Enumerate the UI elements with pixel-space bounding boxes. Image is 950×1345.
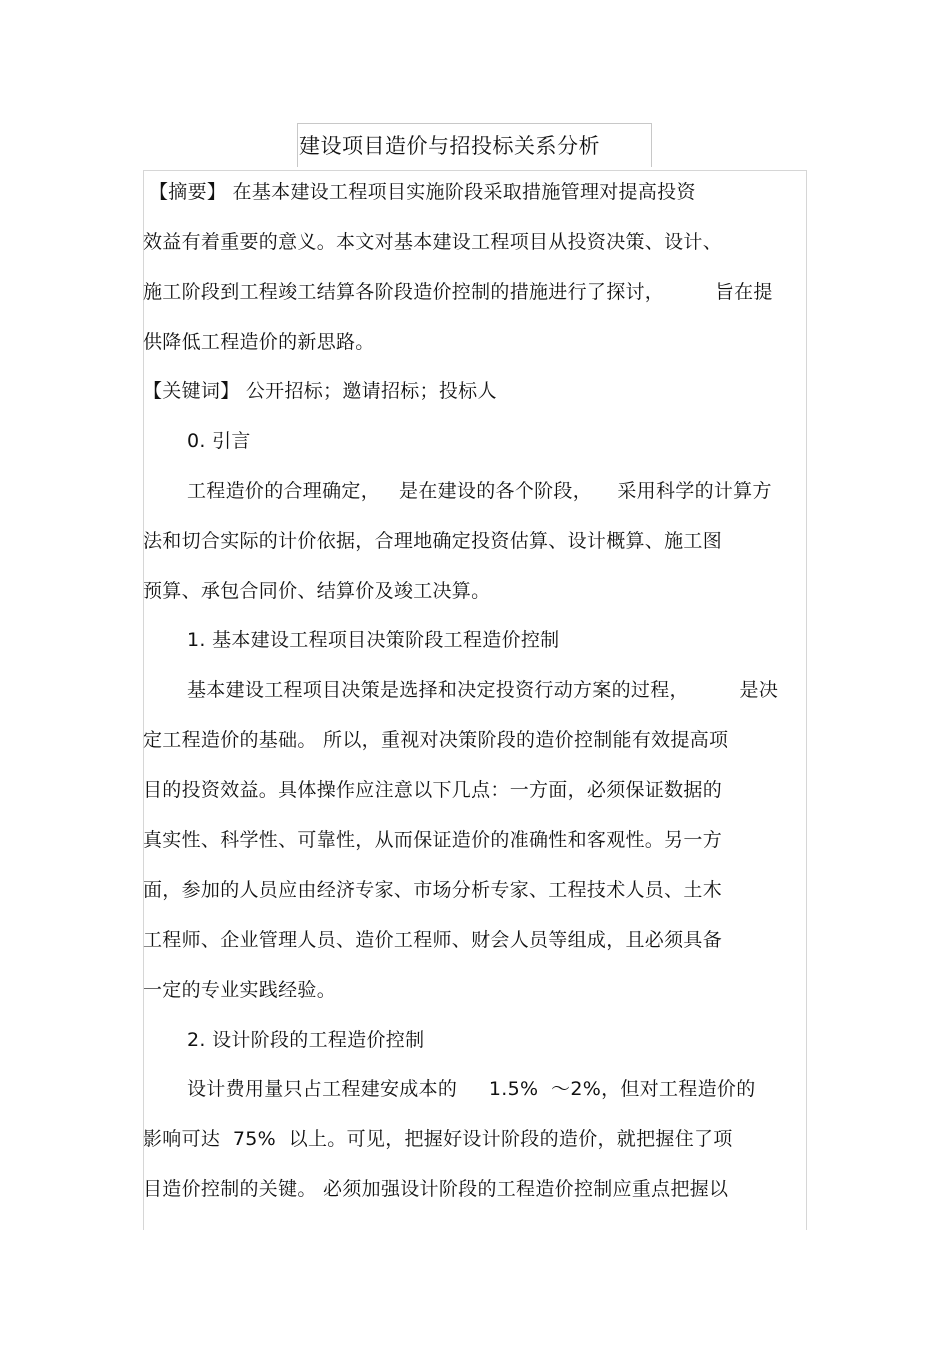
paragraph-1-line-1: 基本建设工程项目决策是选择和决定投资行动方案的过程， 是决	[187, 679, 779, 701]
paragraph-2-line-1: 设计费用量只占工程建安成本的 1.5% ～2%，但对工程造价的	[187, 1078, 756, 1100]
abstract-line-1: 【摘要】 在基本建设工程项目实施阶段采取措施管理对提高投资	[149, 181, 696, 203]
document-title: 建设项目造价与招投标关系分析	[299, 134, 600, 158]
paragraph-1-line-7: 一定的专业实践经验。	[143, 979, 337, 1001]
abstract-line-2: 效益有着重要的意义。本文对基本建设工程项目从投资决策、设计、	[143, 231, 723, 253]
section-heading-2: 2. 设计阶段的工程造价控制	[187, 1029, 425, 1051]
abstract-line-4: 供降低工程造价的新思路。	[143, 331, 375, 353]
keywords-line: 【关键词】 公开招标；邀请招标；投标人	[143, 380, 497, 402]
paragraph-0-line-2: 法和切合实际的计价依据，合理地确定投资估算、设计概算、施工图	[143, 530, 723, 552]
paragraph-1-line-6: 工程师、企业管理人员、造价工程师、财会人员等组成，且必须具备	[143, 929, 723, 951]
abstract-line-3: 施工阶段到工程竣工结算各阶段造价控制的措施进行了探讨， 旨在提	[143, 281, 773, 303]
paragraph-2-line-2: 影响可达 75% 以上。可见，把握好设计阶段的造价，就把握住了项	[143, 1128, 733, 1150]
paragraph-1-line-5: 面，参加的人员应由经济专家、市场分析专家、工程技术人员、土木	[143, 879, 723, 901]
paragraph-1-line-3: 目的投资效益。具体操作应注意以下几点：一方面，必须保证数据的	[143, 779, 723, 801]
section-heading-0: 0. 引言	[187, 430, 251, 452]
paragraph-2-line-3: 目造价控制的关键。 必须加强设计阶段的工程造价控制应重点把握以	[143, 1178, 729, 1200]
paragraph-0-line-1: 工程造价的合理确定， 是在建设的各个阶段， 采用科学的计算方	[187, 480, 772, 502]
paragraph-0-line-3: 预算、承包合同价、结算价及竣工决算。	[143, 580, 491, 602]
section-heading-1: 1. 基本建设工程项目决策阶段工程造价控制	[187, 629, 560, 651]
paragraph-1-line-4: 真实性、科学性、可靠性，从而保证造价的准确性和客观性。另一方	[143, 829, 723, 851]
paragraph-1-line-2: 定工程造价的基础。 所以，重视对决策阶段的造价控制能有效提高项	[143, 729, 729, 751]
